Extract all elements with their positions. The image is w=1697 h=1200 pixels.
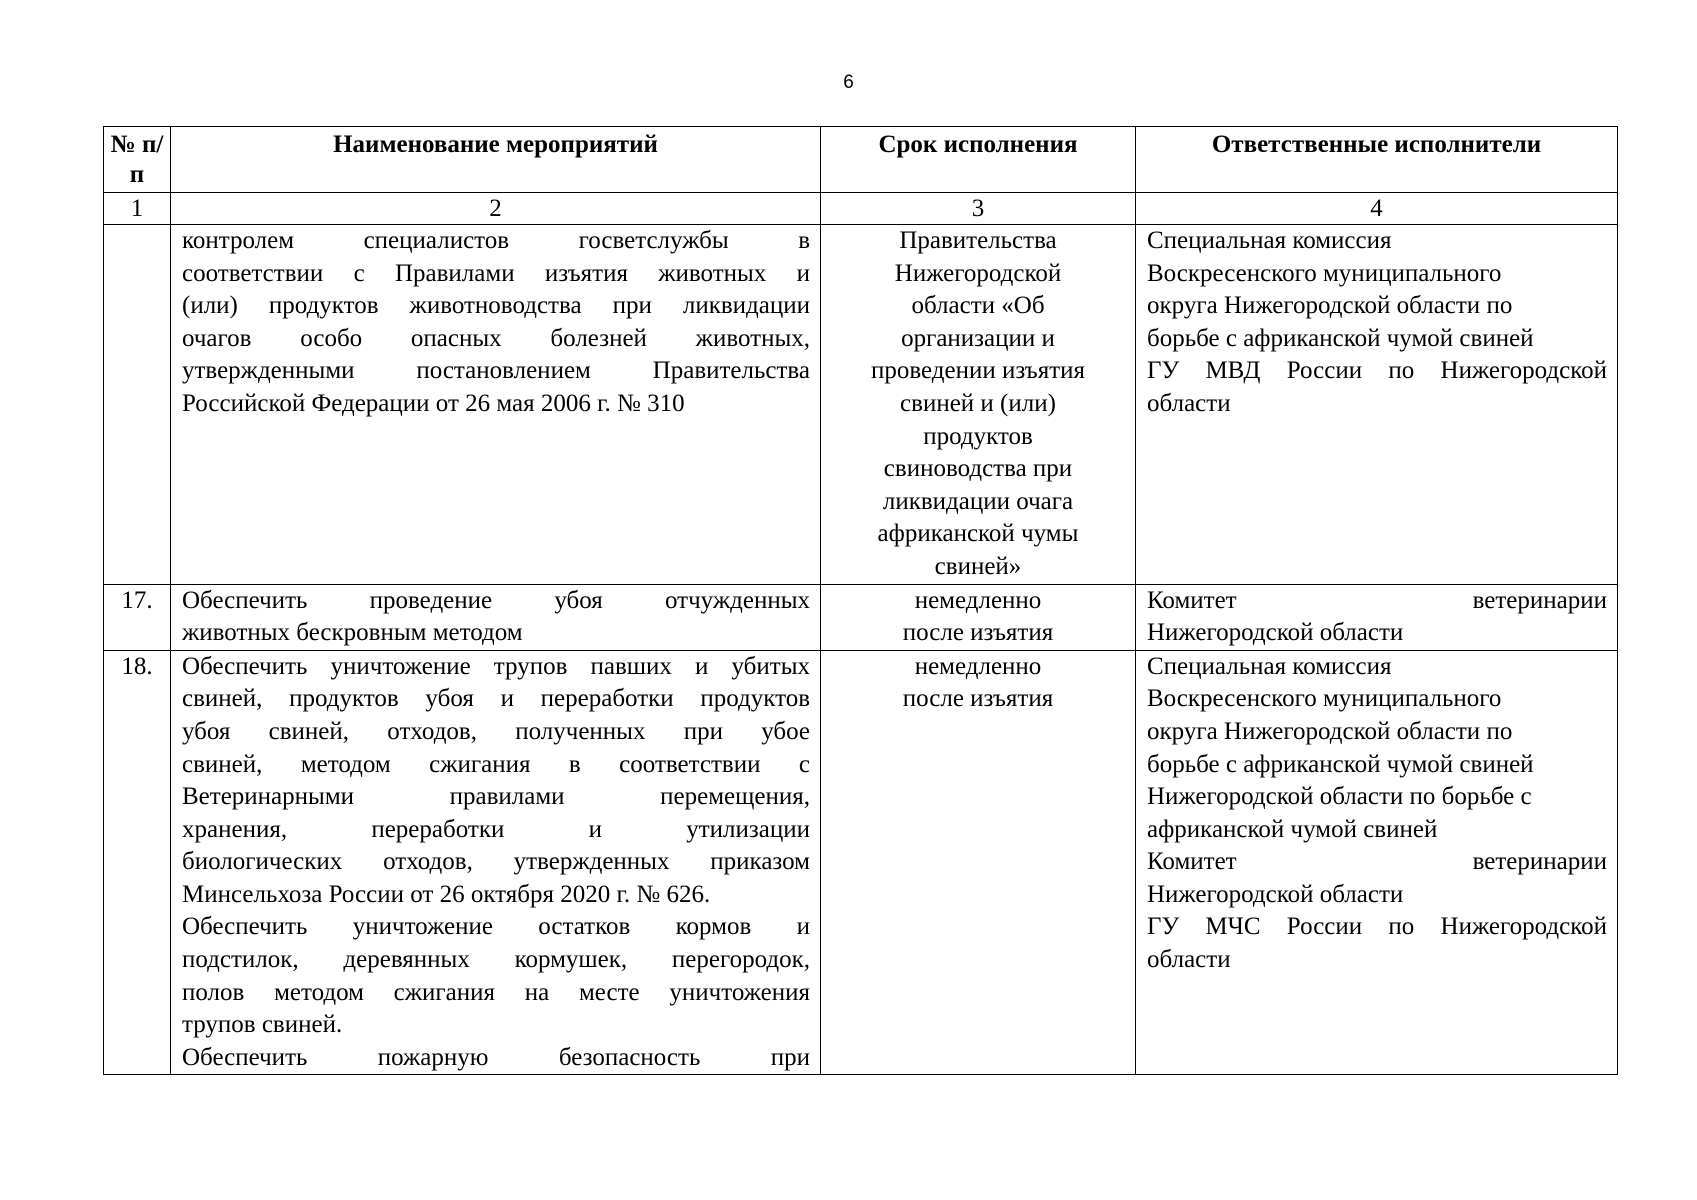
column-number: 1 [104,193,171,225]
measure-line: подстилок, деревянных кормушек, перегородок, [182,946,810,974]
column-number: 4 [1136,193,1618,225]
measure-line: Минсельхоза России от 26 октября 2020 г. № 626. [182,880,711,908]
deadline-line: ликвидации очага [882,487,1074,515]
measures-table [103,126,1618,1075]
responsible-line: борьбе с африканской чумой свиней [1147,324,1534,352]
deadline-line: продуктов [923,422,1033,450]
row-number: 17. [104,584,171,650]
responsible-cell [1136,650,1618,1075]
deadline-line: после изъятия [902,685,1054,713]
responsible-cell [1136,225,1618,585]
header-responsible: Ответственные исполнители [1136,127,1618,193]
responsible-line: округа Нижегородской области по [1147,292,1513,320]
measure-line: Обеспечить уничтожение остатков кормов и [182,913,810,941]
table-body [104,225,1618,1075]
table-row [104,584,1618,650]
measure-line: контролем специалистов госветслужбы в [182,227,810,254]
responsible-line: Нижегородской области [1147,880,1404,908]
deadline-line: проведении изъятия [870,357,1086,385]
responsible-line: Воскресенского муниципального [1147,259,1502,287]
deadline-line: Правительства [899,227,1057,254]
row-number: 18. [104,650,171,1075]
row-number [104,225,171,585]
responsible-line: Комитет ветеринарии [1147,848,1607,876]
deadline-line: свиней и (или) [900,389,1056,417]
responsible-line: области [1147,389,1231,417]
deadline-line: немедленно [914,652,1042,680]
deadline-line: области «Об [911,292,1045,320]
responsible-cell [1136,584,1618,650]
deadline-line: организации и [901,324,1055,352]
responsible-line: Комитет ветеринарии [1147,586,1607,614]
header-row [104,127,1618,193]
measure-line: свиней, методом сжигания в соответствии с [182,750,810,778]
responsible-line: Специальная комиссия [1147,227,1392,254]
measure-cell [171,650,821,1075]
measure-line: Обеспечить проведение убоя отчужденных [182,586,810,614]
deadline-line: африканской чумы [877,520,1079,548]
responsible-line: Нижегородской области [1147,619,1404,647]
measure-line: очагов особо опасных болезней животных, [182,324,810,352]
measure-line: (или) продуктов животноводства при ликвидации [182,292,810,320]
measure-line: свиней, продуктов убоя и переработки продуктов [182,685,810,713]
table-row [104,650,1618,1075]
measure-cell [171,584,821,650]
measure-line: Обеспечить пожарную безопасность при [182,1043,810,1071]
responsible-line: области [1147,946,1231,974]
measure-line: соответствии с Правилами изъятия животных и [182,259,810,287]
measure-line: полов методом сжигания на месте уничтожения [182,978,810,1006]
deadline-line: после изъятия [902,619,1054,647]
deadline-cell [821,584,1136,650]
header-measure: Наименование мероприятий [171,127,821,193]
measure-line: животных бескровным методом [182,619,523,647]
measure-line: утвержденными постановлением Правительства [182,357,810,385]
responsible-line: Специальная комиссия [1147,652,1392,680]
column-numbers-row [104,193,1618,225]
measure-line: Ветеринарными правилами перемещения, [182,783,810,811]
page-number: 6 [843,72,854,93]
column-number: 2 [171,193,821,225]
header-number: № п/п [104,127,171,193]
deadline-line: свиноводства при [883,455,1073,483]
responsible-line: африканской чумой свиней [1147,815,1438,843]
responsible-line: ГУ МВД России по Нижегородской [1147,357,1607,385]
responsible-line: Нижегородской области по борьбе с [1147,783,1532,811]
measure-line: убоя свиней, отходов, полученных при убое [182,717,810,745]
deadline-cell [821,225,1136,585]
deadline-line: Нижегородской [894,259,1062,287]
header-deadline: Срок исполнения [821,127,1136,193]
deadline-cell [821,650,1136,1075]
column-number: 3 [821,193,1136,225]
responsible-line: ГУ МЧС России по Нижегородской [1147,913,1607,941]
measure-line: хранения, переработки и утилизации [182,815,810,843]
measure-line: биологических отходов, утвержденных приказом [182,848,810,876]
deadline-line: немедленно [914,586,1042,614]
table-row [104,225,1618,585]
measure-line: трупов свиней. [182,1011,343,1039]
measure-cell [171,225,821,585]
responsible-line: Воскресенского муниципального [1147,685,1502,713]
measure-line: Обеспечить уничтожение трупов павших и убитых [182,652,810,680]
deadline-line: свиней» [934,552,1022,580]
responsible-line: округа Нижегородской области по [1147,717,1513,745]
responsible-line: борьбе с африканской чумой свиней [1147,750,1534,778]
measure-line: Российской Федерации от 26 мая 2006 г. № 310 [182,389,685,417]
